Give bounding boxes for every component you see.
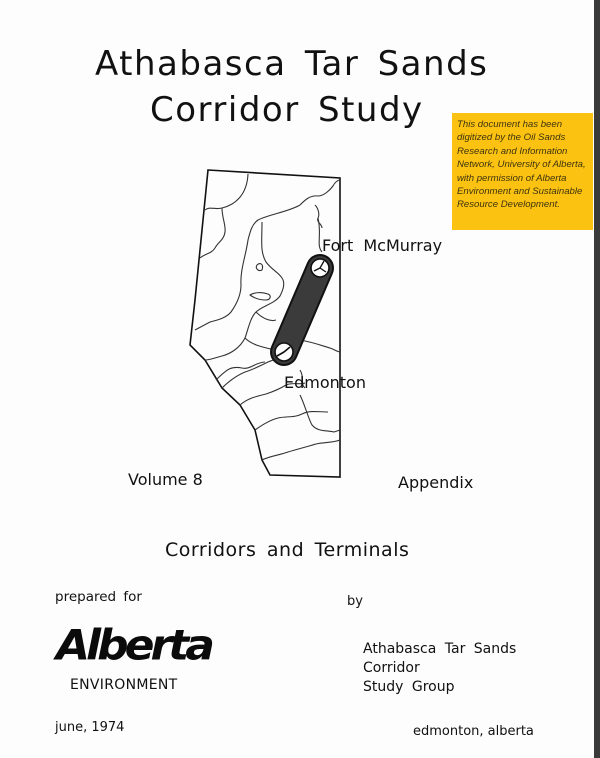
author-line: Athabasca Tar Sands — [363, 641, 517, 657]
map-label-fort-mcmurray: Fort McMurray — [322, 236, 443, 255]
viewer-edge — [594, 0, 600, 758]
volume-label: Volume 8 — [128, 470, 203, 489]
digitization-notice: This document has been digitized by the Oil Sands Research and Information Network, University of Alberta, with permission of Alberta Environment and Sustainable Resource Development. — [452, 113, 593, 230]
section-label: Appendix — [398, 473, 474, 492]
alberta-map — [180, 160, 360, 485]
alberta-logo: Alberta — [56, 621, 211, 670]
author-line: Study Group — [363, 679, 455, 695]
province-outline — [190, 170, 340, 477]
by-label: by — [347, 594, 363, 609]
map-label-edmonton: Edmonton — [284, 373, 366, 392]
prepared-for-label: prepared for — [55, 589, 142, 605]
publication-date: june, 1974 — [55, 720, 125, 735]
author-line: Corridor — [363, 660, 420, 676]
client-department: ENVIRONMENT — [70, 677, 178, 693]
title-line-1: Athabasca Tar Sands — [95, 44, 489, 84]
publication-place: edmonton, alberta — [413, 724, 534, 739]
author-block — [363, 640, 516, 697]
title-line-2: Corridor Study — [150, 90, 424, 130]
document-subtitle: Corridors and Terminals — [165, 539, 410, 561]
